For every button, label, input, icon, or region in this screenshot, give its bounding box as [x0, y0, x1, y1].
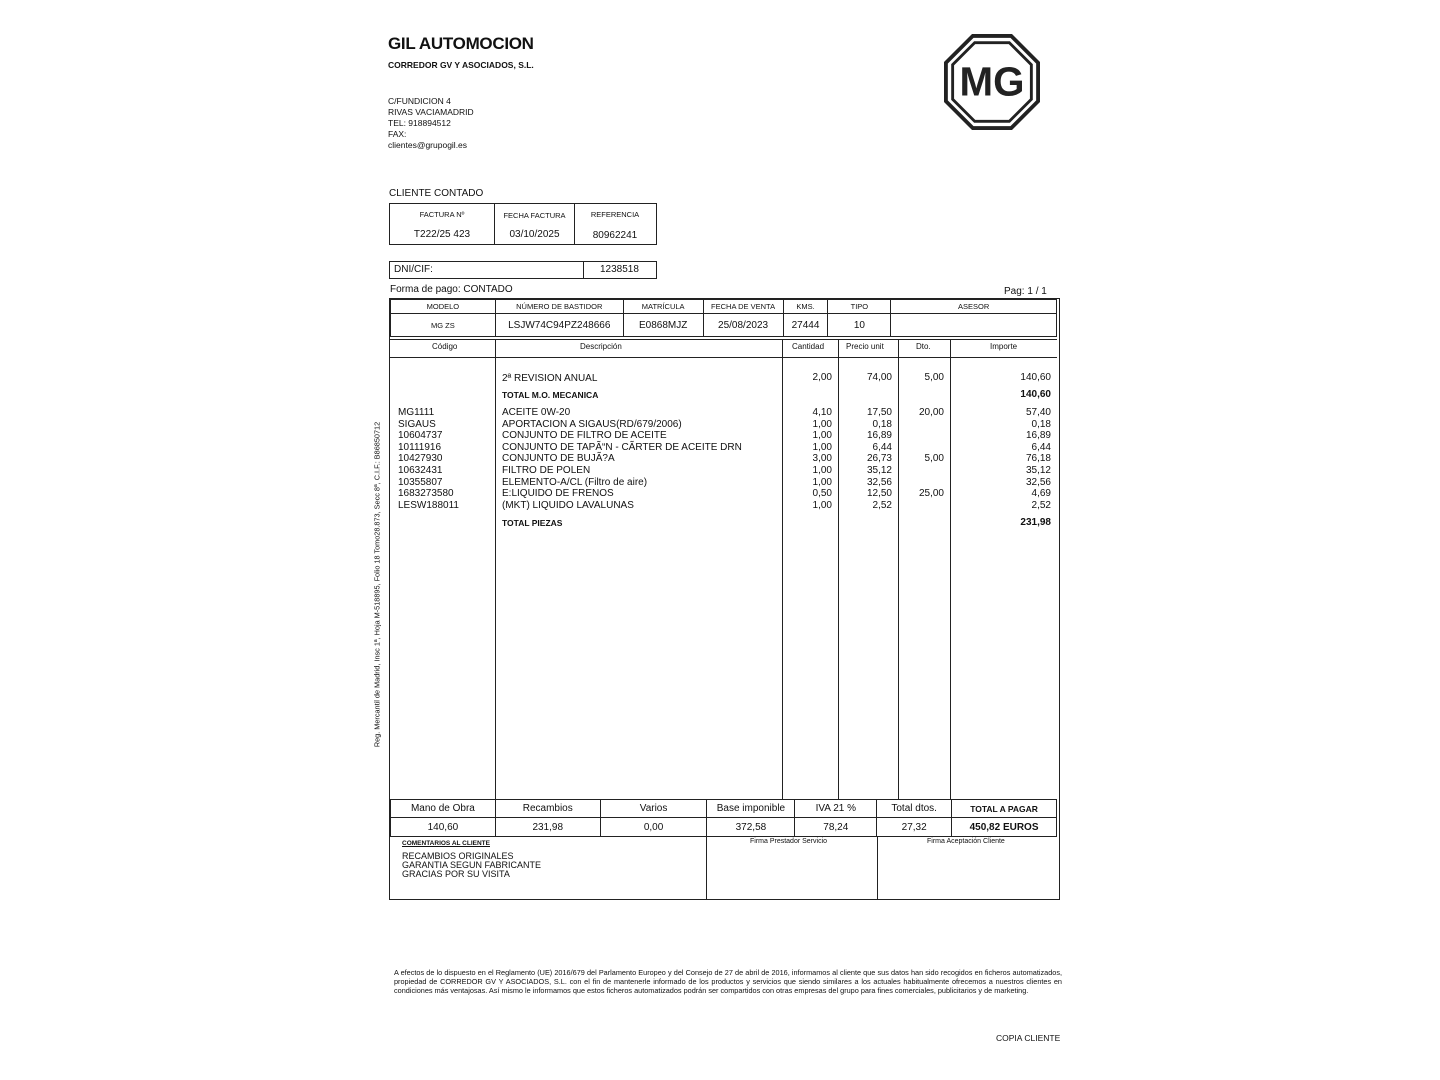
invoice-body [389, 298, 1060, 900]
vehicle-kms: 27444 [783, 314, 828, 337]
part-description: ACEITE 0W-20 [502, 407, 571, 418]
totals-table [390, 799, 1057, 837]
vehicle-header: NÚMERO DE BASTIDOR [495, 300, 623, 314]
address-line: TEL: 918894512 [388, 118, 451, 128]
part-price: 2,52 [872, 499, 892, 511]
column-discount: Dto. [916, 342, 931, 351]
invoice-date-cell [495, 204, 575, 244]
invoice-number-label: FACTURA Nº [419, 210, 465, 219]
part-price: 17,50 [866, 407, 892, 418]
totals-header: Base imponible [707, 800, 795, 818]
invoice-number: T222/25 423 [413, 229, 471, 240]
dni-label: DNI/CIF: [394, 264, 433, 275]
part-code: 10632431 [398, 465, 443, 476]
parts-total: 231,98 [1020, 517, 1051, 528]
totals-header: Varios [600, 800, 707, 818]
part-qty: 4,10 [812, 407, 832, 418]
totals-header: Recambios [495, 800, 600, 818]
grand-total-value: 450,82 EUROS [952, 818, 1057, 837]
part-price: 0,18 [872, 418, 892, 430]
client-signature-label: Firma Aceptación Cliente [927, 838, 1005, 845]
mg-logo-text: MG [959, 58, 1025, 105]
part-price: 12,50 [866, 488, 892, 500]
part-description: ELEMENTO-A/CL (Filtro de aire) [502, 476, 648, 488]
invoice-box [389, 203, 657, 245]
vat-value: 78,24 [795, 818, 877, 837]
part-code: 1683273580 [398, 488, 454, 500]
page-number: Pag: 1 / 1 [1004, 286, 1047, 297]
part-price: 26,73 [866, 453, 892, 465]
part-code: 10604737 [398, 430, 443, 442]
address-line: FAX: [388, 129, 407, 139]
vehicle-vin: LSJW74C94PZ248666 [495, 314, 623, 337]
vehicle-header: KMS. [783, 300, 828, 314]
mg-logo [944, 34, 1040, 130]
vehicle-header: FECHA DE VENTA [703, 300, 783, 314]
labor-discount: 5,00 [924, 372, 944, 383]
part-discount: 5,00 [924, 453, 944, 465]
part-qty: 1,00 [812, 499, 832, 511]
vehicle-header: TIPO [828, 300, 891, 314]
provider-signature-label: Firma Prestador Servicio [750, 838, 828, 845]
comments-label: COMENTARIOS AL CLIENTE [402, 840, 490, 847]
payment-method [390, 284, 513, 295]
company-legal-name: CORREDOR GV Y ASOCIADOS, S.L. [388, 60, 534, 70]
comment-line: GARANTIA SEGUN FABRICANTE [402, 860, 542, 870]
part-discount: 20,00 [918, 407, 944, 418]
part-qty: 1,00 [812, 418, 832, 430]
invoice-date: 03/10/2025 [509, 229, 560, 240]
misc-total-value: 0,00 [600, 818, 707, 837]
part-qty: 3,00 [812, 453, 832, 465]
labor-total: 140,60 [1020, 389, 1051, 400]
part-description: APORTACION A SIGAUS(RD/679/2006) [502, 418, 682, 430]
invoice-number-cell [390, 204, 495, 244]
totals-header: Total dtos. [877, 800, 952, 818]
part-price: 32,56 [866, 476, 892, 488]
reference-number: 80962241 [592, 230, 638, 241]
vehicle-sale-date: 25/08/2023 [703, 314, 783, 337]
column-amount: Importe [990, 342, 1018, 351]
vehicle-header: MODELO [391, 300, 496, 314]
comment-line: RECAMBIOS ORIGINALES [402, 851, 514, 861]
part-amount: 57,40 [1025, 407, 1051, 418]
part-qty: 1,00 [812, 430, 832, 442]
part-price: 35,12 [866, 465, 892, 476]
part-amount: 16,89 [1025, 430, 1051, 442]
column-code: Código [432, 342, 458, 351]
part-amount: 0,18 [1031, 418, 1051, 430]
part-amount: 76,18 [1025, 453, 1051, 465]
part-description: CONJUNTO DE FILTRO DE ACEITE [502, 430, 667, 442]
payment-label: Forma de pago: [390, 284, 461, 295]
labor-total-label: TOTAL M.O. MECANICA [502, 390, 599, 400]
part-discount: 25,00 [918, 488, 944, 500]
vehicle-header: MATRÍCULA [623, 300, 703, 314]
labor-price: 74,00 [866, 372, 892, 383]
vehicle-advisor [891, 314, 1057, 337]
column-unit-price: Precio unit [846, 342, 884, 351]
part-code: 10111916 [398, 441, 442, 453]
part-amount: 35,12 [1025, 465, 1051, 476]
part-qty: 1,00 [812, 441, 832, 453]
part-amount: 6,44 [1031, 441, 1051, 453]
company-name: GIL AUTOMOCION [388, 34, 534, 53]
vehicle-plate: E0868MJZ [623, 314, 703, 337]
legal-footer: A efectos de lo dispuesto en el Reglamento (UE) 2016/679 del Parlamento Europeo y del Consejo de 27 de abril de 2016, informamos al cliente que sus datos han sido recogidos en ficheros automatizados, propiedad de CORREDOR GV Y ASOCIADOS, S.L. con el fin de mantenerle informado de los productos y servicios que siendo similares a los actuales habitualmente ofrecemos a nuestros clientes en condiciones más ventajosas. Así mismo le informamos que estos ficheros automatizados podrán ser compartidos con otras empresas del grupo para fines comerciales, publicitarios y de marketing. [394, 968, 1062, 995]
address-line: C/FUNDICION 4 [388, 96, 451, 106]
part-amount: 32,56 [1025, 476, 1051, 488]
vehicle-model: MG ZS [391, 314, 496, 337]
labor-amount: 140,60 [1020, 372, 1051, 383]
client-type: CLIENTE CONTADO [389, 188, 484, 199]
comment-line: GRACIAS POR SU VISITA [402, 869, 510, 879]
discounts-total-value: 27,32 [877, 818, 952, 837]
reference-cell [575, 204, 655, 244]
part-code: MG1111 [398, 407, 435, 418]
tax-base-value: 372,58 [707, 818, 795, 837]
part-description: (MKT) LIQUIDO LAVALUNAS [502, 499, 634, 511]
part-price: 16,89 [866, 430, 892, 442]
dni-box [389, 261, 657, 279]
vehicle-table [390, 299, 1057, 337]
part-qty: 1,00 [812, 465, 832, 476]
part-code: 10355807 [398, 476, 443, 488]
part-description: CONJUNTO DE TAPÃ“N - CÃRTER DE ACEITE DRN [502, 441, 742, 453]
part-description: FILTRO DE POLEN [502, 465, 591, 476]
dni-value: 1238518 [600, 264, 639, 275]
reference-label: REFERENCIA [590, 210, 640, 219]
part-price: 6,44 [872, 441, 892, 453]
payment-value: CONTADO [463, 284, 513, 295]
comments-text [402, 852, 541, 879]
column-description: Descripción [580, 342, 622, 351]
labor-description: 2ª REVISION ANUAL [502, 373, 598, 384]
totals-header: IVA 21 % [795, 800, 877, 818]
totals-header: Mano de Obra [391, 800, 496, 818]
address-line: RIVAS VACIAMADRID [388, 107, 474, 117]
invoice-date-label: FECHA FACTURA [503, 211, 566, 220]
part-code: 10427930 [398, 453, 443, 465]
part-description: E:LIQUIDO DE FRENOS [502, 488, 614, 500]
totals-header: TOTAL A PAGAR [952, 800, 1057, 818]
labor-qty: 2,00 [812, 372, 832, 383]
labor-total-value: 140,60 [391, 818, 496, 837]
company-address [388, 96, 474, 151]
part-qty: 1,00 [812, 476, 832, 488]
column-quantity: Cantidad [792, 342, 825, 351]
part-qty: 0,50 [812, 488, 832, 500]
vehicle-header: ASESOR [891, 300, 1057, 314]
address-line: clientes@grupogil.es [388, 140, 468, 150]
part-amount: 2,52 [1031, 499, 1051, 511]
part-code: LESW188011 [398, 499, 459, 511]
part-code: SIGAUS [398, 418, 436, 430]
part-amount: 4,69 [1031, 488, 1051, 500]
parts-total-value: 231,98 [495, 818, 600, 837]
parts-total-label: TOTAL PIEZAS [502, 518, 563, 528]
part-description: CONJUNTO DE BUJÃ?A [502, 453, 615, 465]
registry-info: Reg. Mercantil de Madrid, Insc 1ª, Hoja M-518895, Folio 18 Tomo28.873, Secc 8ª, C.I.F.: B86850712 [372, 421, 382, 748]
copy-label: COPIA CLIENTE [996, 1033, 1061, 1043]
vehicle-type: 10 [828, 314, 891, 337]
